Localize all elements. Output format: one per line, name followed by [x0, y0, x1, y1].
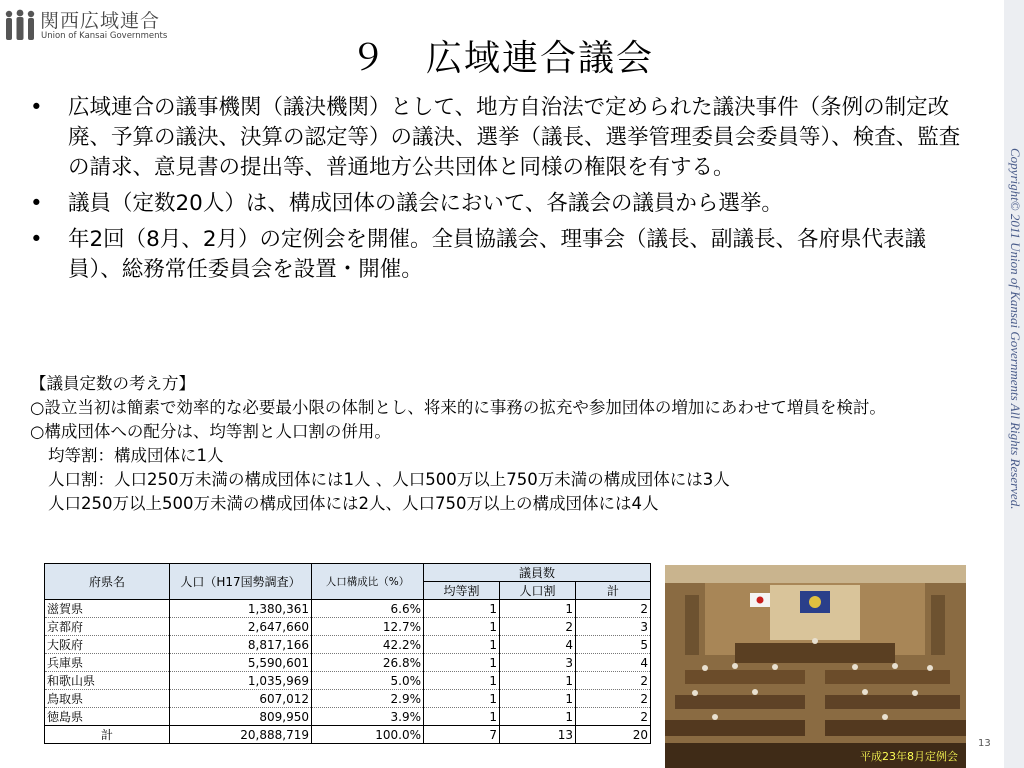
cell-pref: 和歌山県	[45, 672, 170, 690]
members-table	[44, 563, 651, 744]
cell-population: 809,950	[170, 708, 312, 726]
cell-popshare: 1	[500, 600, 576, 618]
logo-english: Union of Kansai Governments	[41, 31, 168, 41]
cell-popshare: 1	[500, 708, 576, 726]
cell-popshare: 2	[500, 618, 576, 636]
bullet-text: 年2回（8月、2月）の定例会を開催。全員協議会、理事会（議長、副議長、各府県代表議員）、総務常任委員会を設置・開催。	[68, 227, 927, 282]
bullet-mark: •	[30, 95, 43, 120]
bullet-text: 広域連合の議事機関（議決機関）として、地方自治法で定められた議決事件（条例の制定改廃、予算の議決、決算の認定等）の議決、選挙（議長、選挙管理委員会委員等）、検査、監査の請求、意見書の提出等、普通地方公共団体と同様の権限を有する。	[68, 95, 961, 180]
guide-line: ○構成団体への配分は、均等割と人口割の併用。	[30, 422, 391, 441]
cell-ratio: 5.0%	[312, 672, 424, 690]
cell-total: 5	[576, 636, 651, 654]
logo-japanese: 関西広域連合	[40, 10, 161, 32]
guide-heading: 【議員定数の考え方】	[30, 374, 195, 393]
cell-population: 1,380,361	[170, 600, 312, 618]
total-ratio: 100.0%	[312, 726, 424, 744]
cell-pref: 大阪府	[45, 636, 170, 654]
header-pref: 府県名	[45, 564, 170, 600]
table-row	[45, 600, 651, 618]
table-total-row	[45, 726, 651, 744]
table-row	[45, 618, 651, 636]
cell-equal: 1	[424, 690, 500, 708]
guide-line: 人口割：人口250万未満の構成団体には1人 、人口500万以上750万未満の構成団体には3人	[48, 470, 730, 489]
cell-population: 5,590,601	[170, 654, 312, 672]
cell-equal: 1	[424, 654, 500, 672]
cell-popshare: 1	[500, 672, 576, 690]
total-population: 20,888,719	[170, 726, 312, 744]
page-number: 13	[978, 738, 991, 749]
cell-popshare: 4	[500, 636, 576, 654]
page-title: ９ 広域連合議会	[349, 38, 654, 79]
total-total: 20	[576, 726, 651, 744]
cell-ratio: 26.8%	[312, 654, 424, 672]
member-count-guidelines	[30, 372, 970, 516]
bullet-mark: •	[30, 191, 43, 216]
header-members: 議員数	[424, 564, 651, 582]
cell-total: 2	[576, 672, 651, 690]
cell-ratio: 6.6%	[312, 600, 424, 618]
cell-total: 2	[576, 690, 651, 708]
bullet-list	[22, 93, 972, 291]
cell-population: 2,647,660	[170, 618, 312, 636]
table-row	[45, 654, 651, 672]
copyright-vertical	[1004, 0, 1024, 768]
table-row	[45, 636, 651, 654]
header-popshare: 人口割	[500, 582, 576, 600]
bullet-text: 議員（定数20人）は、構成団体の議会において、各議会の議員から選挙。	[68, 191, 783, 216]
total-equal: 7	[424, 726, 500, 744]
bullet-item	[22, 225, 972, 285]
cell-pref: 徳島県	[45, 708, 170, 726]
cell-ratio: 3.9%	[312, 708, 424, 726]
assembly-hall-image	[665, 565, 966, 768]
cell-pref: 鳥取県	[45, 690, 170, 708]
cell-population: 8,817,166	[170, 636, 312, 654]
cell-ratio: 2.9%	[312, 690, 424, 708]
cell-popshare: 3	[500, 654, 576, 672]
bullet-mark: •	[30, 227, 43, 252]
bullet-item	[22, 189, 972, 219]
guide-line: ○設立当初は簡素で効率的な必要最小限の体制とし、将来的に事務の拡充や参加団体の増加にあわせて増員を検討。	[30, 398, 886, 417]
bullet-item	[22, 93, 972, 183]
total-popshare: 13	[500, 726, 576, 744]
header-total: 計	[576, 582, 651, 600]
photo-caption: 平成23年8月定例会	[860, 750, 958, 763]
cell-pref: 滋賀県	[45, 600, 170, 618]
header-population: 人口（H17国勢調査）	[170, 564, 312, 600]
cell-equal: 1	[424, 672, 500, 690]
cell-equal: 1	[424, 600, 500, 618]
assembly-photo	[665, 565, 966, 768]
table-row	[45, 690, 651, 708]
cell-ratio: 12.7%	[312, 618, 424, 636]
cell-total: 2	[576, 600, 651, 618]
cell-ratio: 42.2%	[312, 636, 424, 654]
copyright-text: Copyright© 2011 Union of Kansai Governments All Rights Reserved.	[1008, 148, 1023, 510]
cell-equal: 1	[424, 636, 500, 654]
guide-line: 人口250万以上500万未満の構成団体には2人、人口750万以上の構成団体には4人	[48, 494, 659, 513]
total-label: 計	[45, 726, 170, 744]
guide-line: 均等割：構成団体に1人	[48, 446, 224, 465]
cell-population: 607,012	[170, 690, 312, 708]
cell-total: 3	[576, 618, 651, 636]
cell-pref: 京都府	[45, 618, 170, 636]
cell-total: 4	[576, 654, 651, 672]
cell-population: 1,035,969	[170, 672, 312, 690]
cell-popshare: 1	[500, 690, 576, 708]
header-ratio: 人口構成比（%）	[312, 564, 424, 600]
header-equal: 均等割	[424, 582, 500, 600]
cell-pref: 兵庫県	[45, 654, 170, 672]
table-row	[45, 708, 651, 726]
cell-equal: 1	[424, 618, 500, 636]
table-row	[45, 672, 651, 690]
cell-total: 2	[576, 708, 651, 726]
cell-equal: 1	[424, 708, 500, 726]
